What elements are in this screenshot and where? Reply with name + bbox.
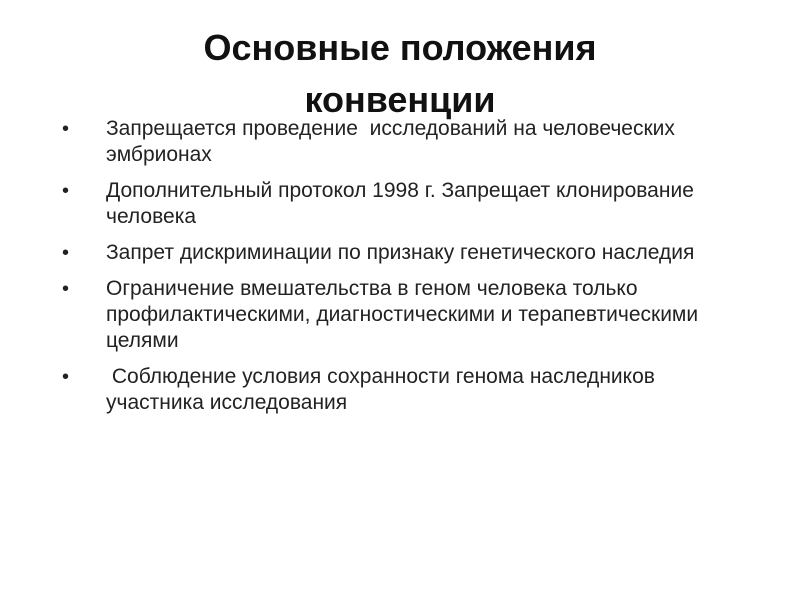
bullet-text: Ограничение вмешательства в геном человека только профилактическими, диагностическими и терапевтическими целями [106, 277, 704, 352]
slide-title-line-2: конвенции [304, 79, 496, 120]
bullet-item [60, 364, 740, 416]
slide-title-line-1: Основные положения [203, 27, 597, 68]
bullet-item [60, 116, 740, 168]
bullet-item [60, 240, 740, 266]
bullet-text: Соблюдение условия сохранности генома наследников участника исследования [106, 365, 667, 414]
slide-title [100, 22, 700, 126]
bullet-icon: • [62, 180, 70, 202]
bullet-icon: • [62, 242, 70, 264]
bullet-icon: • [62, 118, 70, 140]
bullet-item [60, 276, 740, 354]
bullet-text: Запрет дискриминации по признаку генетического наследия [106, 241, 695, 264]
bullet-icon: • [62, 366, 70, 388]
bullet-list [60, 116, 740, 426]
bullet-text: Дополнительный протокол 1998 г. Запрещает клонирование человека [106, 179, 700, 228]
bullet-item [60, 178, 740, 230]
bullet-icon: • [62, 278, 70, 300]
bullet-text: Запрещается проведение исследований на человеческих эмбрионах [106, 117, 681, 166]
